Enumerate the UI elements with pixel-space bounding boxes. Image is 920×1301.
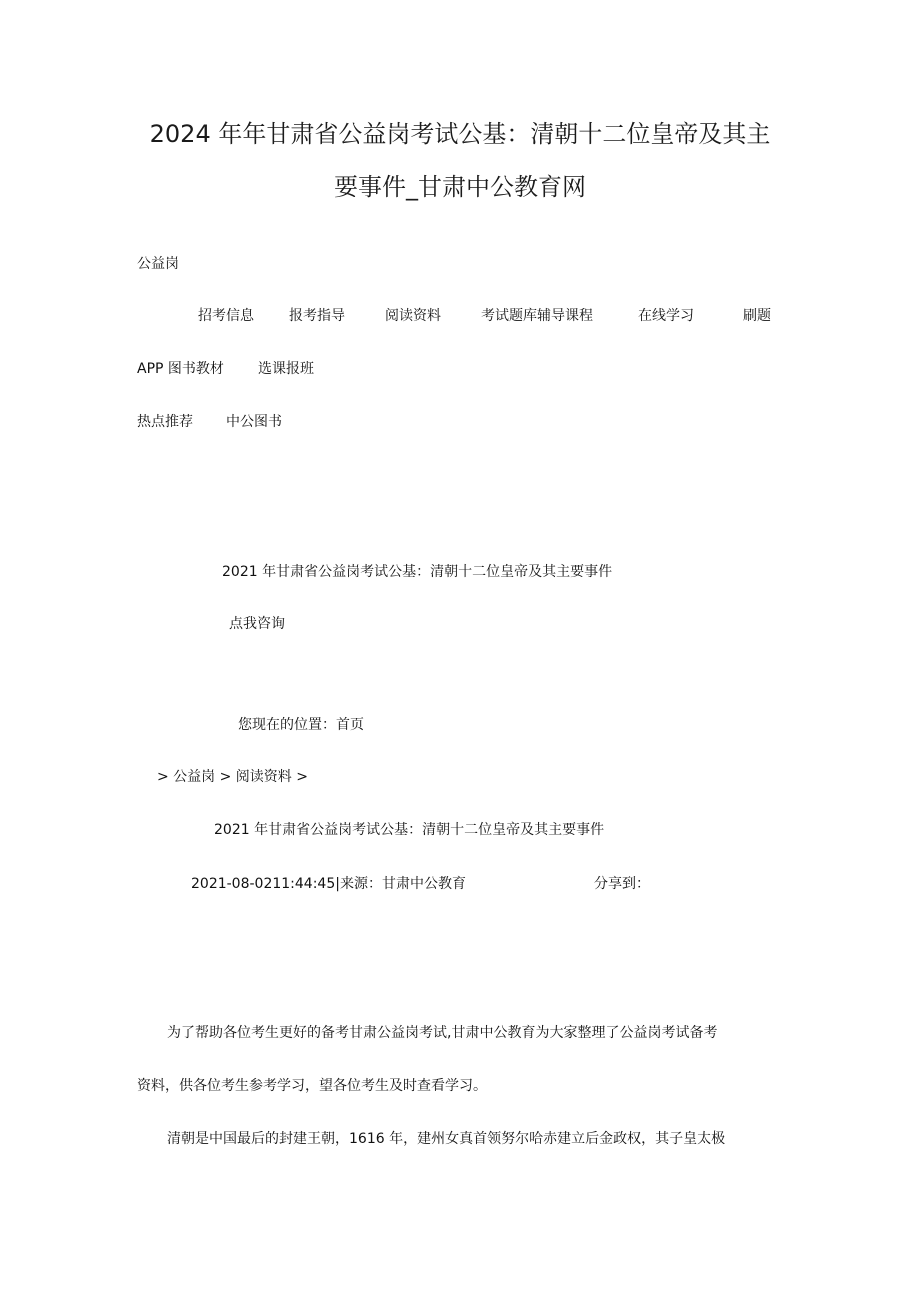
nav-item-app-books[interactable]: APP 图书教材: [137, 361, 224, 377]
nav-item-question-bank-courses[interactable]: 考试题库辅导课程: [481, 308, 593, 324]
section-label[interactable]: 公益岗: [137, 256, 179, 272]
share-label: 分享到：: [594, 876, 650, 892]
nav-item-offcn-books[interactable]: 中公图书: [226, 414, 282, 430]
nav-item-online-learning[interactable]: 在线学习: [638, 308, 694, 324]
nav-item-practice[interactable]: 刷题: [743, 308, 771, 324]
banner-headline: 2021 年甘肃省公益岗考试公基：清朝十二位皇帝及其主要事件: [222, 564, 613, 580]
article-title: 2021 年甘肃省公益岗考试公基：清朝十二位皇帝及其主要事件: [214, 822, 605, 838]
nav-item-exam-guide[interactable]: 报考指导: [289, 308, 345, 324]
page-title-line-1: 2024 年年甘肃省公益岗考试公基：清朝十二位皇帝及其主: [149, 120, 771, 148]
nav-item-hot-recommend[interactable]: 热点推荐: [137, 414, 193, 430]
article-meta: 2021-08-0211:44:45|来源：甘肃中公教育: [191, 876, 466, 892]
breadcrumb-path[interactable]: > 公益岗 > 阅读资料 >: [157, 769, 308, 785]
article-paragraph-1-line-1: 为了帮助各位考生更好的备考甘肃公益岗考试,甘肃中公教育为大家整理了公益岗考试备考: [167, 1025, 718, 1041]
nav-item-recruit-info[interactable]: 招考信息: [198, 308, 254, 324]
article-paragraph-1-line-2: 资料，供各位考生参考学习，望各位考生及时查看学习。: [137, 1078, 487, 1094]
breadcrumb[interactable]: 您现在的位置：首页: [238, 717, 364, 733]
nav-item-course-signup[interactable]: 选课报班: [258, 361, 314, 377]
nav-item-reading-materials[interactable]: 阅读资料: [385, 308, 441, 324]
page-title-line-2: 要事件_甘肃中公教育网: [334, 173, 586, 201]
article-paragraph-2-line-1: 清朝是中国最后的封建王朝，1616 年，建州女真首领努尔哈赤建立后金政权，其子皇太极: [167, 1131, 726, 1147]
consult-link[interactable]: 点我咨询: [229, 616, 285, 632]
